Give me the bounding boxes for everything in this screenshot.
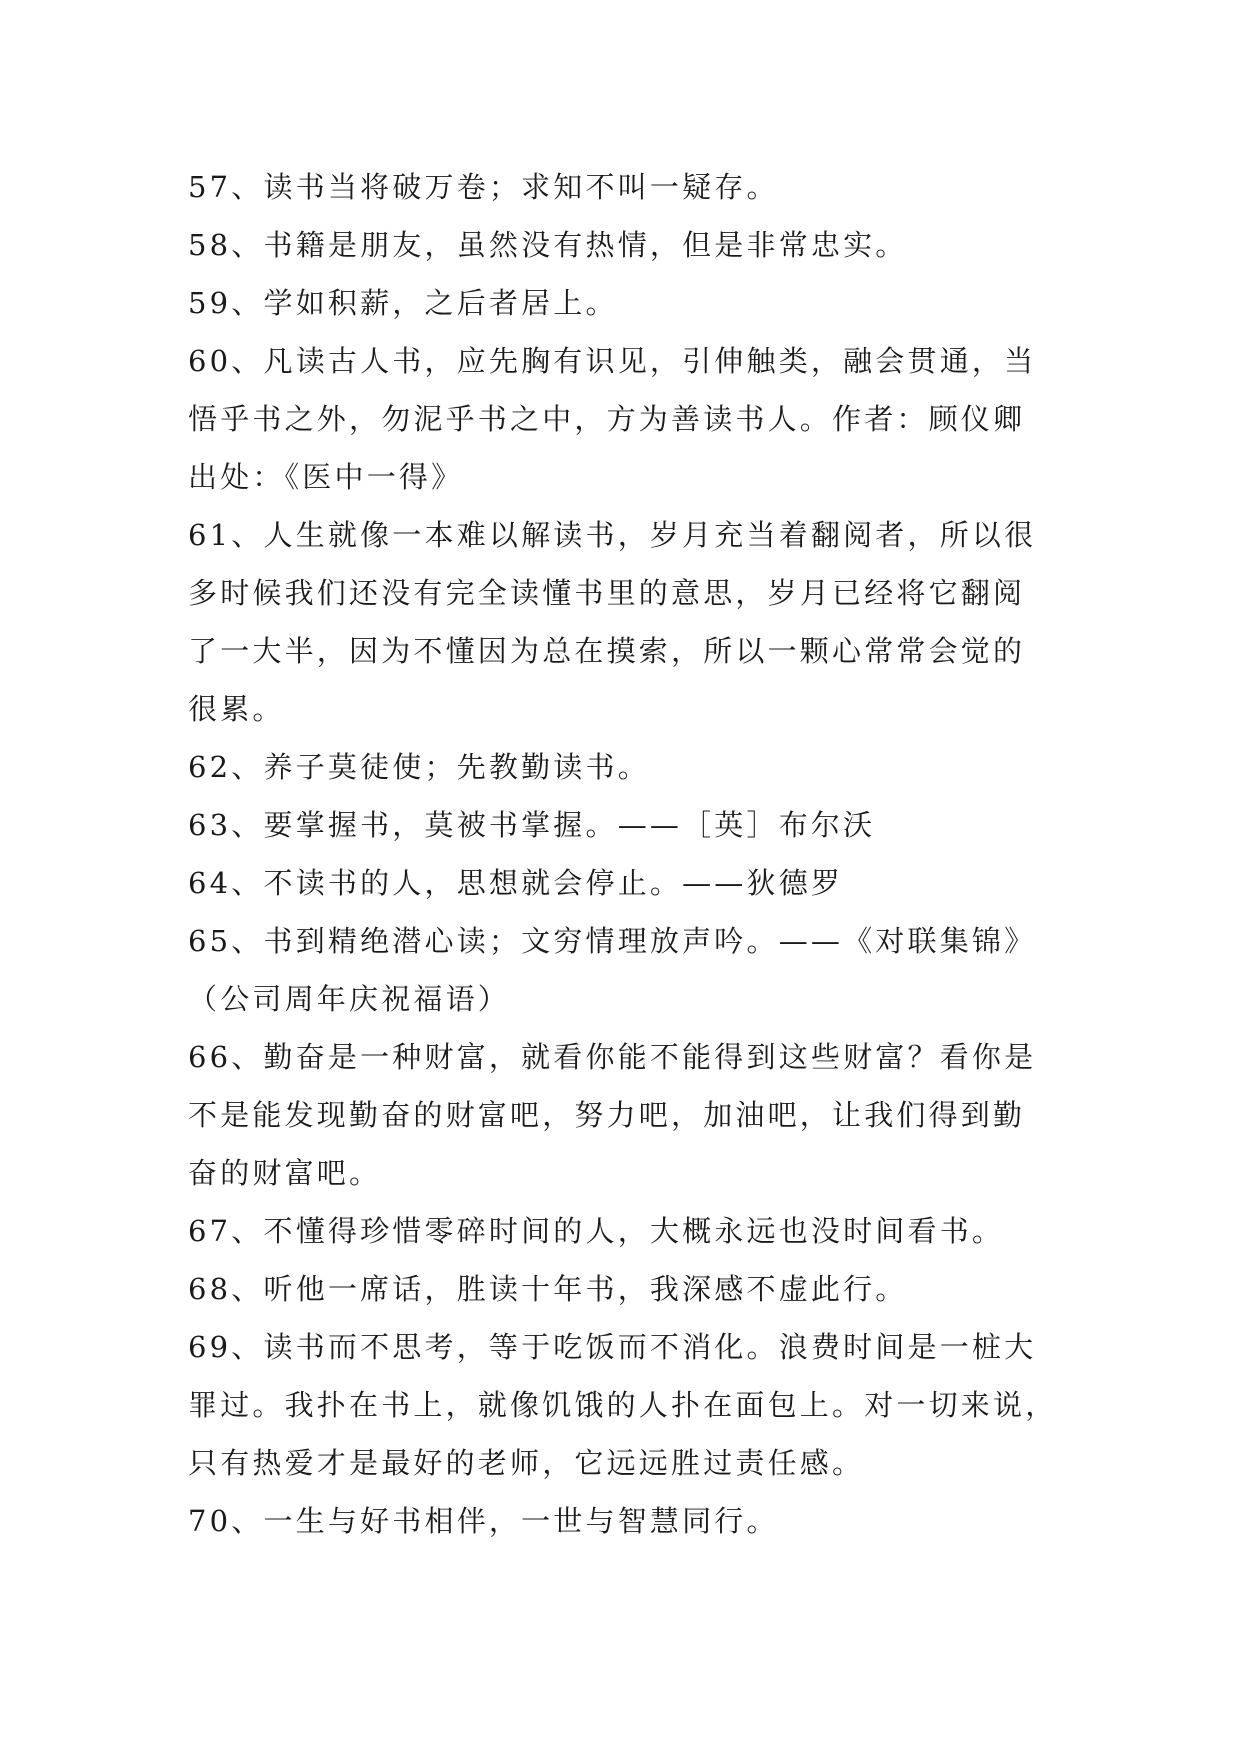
text-line-69b: 罪过。我扑在书上，就像饥饿的人扑在面包上。对一切来说， [188, 1388, 1058, 1422]
text-line-60c: 出处：《医中一得》 [188, 460, 464, 494]
text-line-60a: 60、凡读古人书，应先胸有识见，引伸触类，融会贯通，当 [188, 344, 1037, 378]
document-body [188, 158, 1058, 1550]
text-line-59: 59、学如积薪，之后者居上。 [188, 286, 618, 320]
text-line-57: 57、读书当将破万卷；求知不叫一疑存。 [188, 170, 779, 204]
text-line-65b: （公司周年庆祝福语） [188, 982, 511, 1016]
text-line-61d: 很累。 [188, 692, 285, 726]
text-line-61b: 多时候我们还没有完全读懂书里的意思，岁月已经将它翻阅 [188, 576, 1026, 610]
text-line-64: 64、不读书的人，思想就会停止。——狄德罗 [188, 866, 844, 900]
text-line-70: 70、一生与好书相伴，一世与智慧同行。 [188, 1504, 779, 1538]
text-line-65a: 65、书到精绝潜心读；文穷情理放声吟。——《对联集锦》 [188, 924, 1037, 958]
text-line-69a: 69、读书而不思考，等于吃饭而不消化。浪费时间是一桩大 [188, 1330, 1037, 1364]
text-line-66a: 66、勤奋是一种财富，就看你能不能得到这些财富？看你是 [188, 1040, 1037, 1074]
text-line-66c: 奋的财富吧。 [188, 1156, 382, 1190]
text-line-66b: 不是能发现勤奋的财富吧，努力吧，加油吧，让我们得到勤 [188, 1098, 1026, 1132]
text-line-68: 68、听他一席话，胜读十年书，我深感不虚此行。 [188, 1272, 908, 1306]
text-line-63: 63、要掌握书，莫被书掌握。——［英］布尔沃 [188, 808, 876, 842]
text-line-62: 62、养子莫徒使；先教勤读书。 [188, 750, 650, 784]
text-line-67: 67、不懂得珍惜零碎时间的人，大概永远也没时间看书。 [188, 1214, 1005, 1248]
text-line-58: 58、书籍是朋友，虽然没有热情，但是非常忠实。 [188, 228, 908, 262]
text-line-60b: 悟乎书之外，勿泥乎书之中，方为善读书人。作者：顾仪卿 [188, 402, 1026, 436]
text-line-61c: 了一大半，因为不懂因为总在摸索，所以一颗心常常会觉的 [188, 634, 1026, 668]
text-line-61a: 61、人生就像一本难以解读书，岁月充当着翻阅者，所以很 [188, 518, 1037, 552]
text-line-69c: 只有热爱才是最好的老师，它远远胜过责任感。 [188, 1446, 865, 1480]
